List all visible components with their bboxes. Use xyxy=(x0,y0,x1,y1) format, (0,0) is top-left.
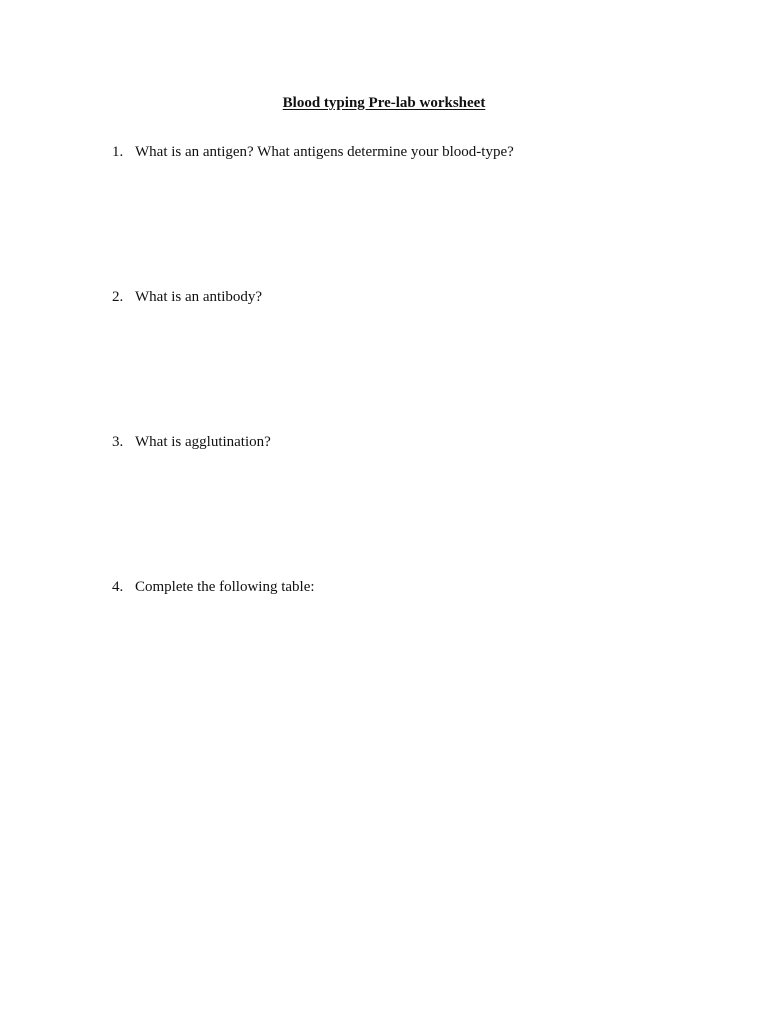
question-2 xyxy=(112,288,262,306)
question-4 xyxy=(112,578,315,596)
question-text: Complete the following table: xyxy=(135,579,315,595)
question-number: 3. xyxy=(112,434,124,450)
question-1 xyxy=(112,143,514,161)
question-text: What is an antibody? xyxy=(135,289,263,305)
question-text: What is an antigen? What antigens determine your blood-type? xyxy=(135,144,514,160)
page-title: Blood typing Pre-lab worksheet xyxy=(282,95,486,111)
question-number: 4. xyxy=(112,579,124,595)
question-3 xyxy=(112,433,271,451)
question-text: What is agglutination? xyxy=(135,434,271,450)
question-number: 2. xyxy=(112,289,124,305)
question-number: 1. xyxy=(112,144,124,160)
